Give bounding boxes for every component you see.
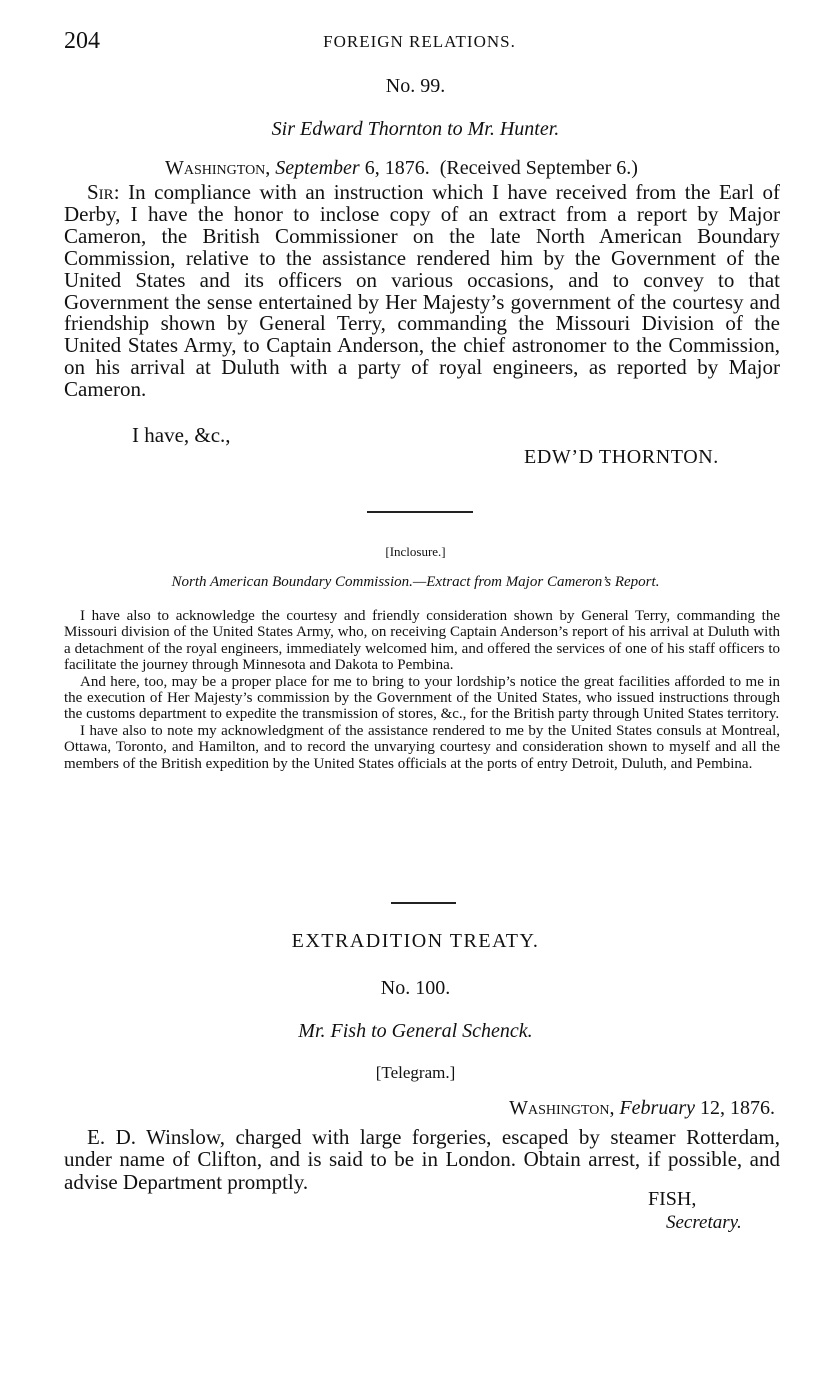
letter-title: Sir Edward Thornton to Mr. Hunter. bbox=[271, 118, 560, 140]
inclosure-label: [Inclosure.] bbox=[385, 544, 446, 559]
running-head: FOREIGN RELATIONS. bbox=[323, 32, 516, 51]
dateline-month: September bbox=[275, 157, 360, 179]
telegram-signature: FISH, bbox=[648, 1188, 697, 1210]
telegram-signature-title: Secretary. bbox=[666, 1212, 742, 1233]
dateline-rest: 12, 1876. bbox=[695, 1097, 775, 1119]
telegram-text: E. D. Winslow, charged with large forgeries, escaped by steamer Rotterdam, under name of Clifton, and is said to be in London. Obtain arrest, if possible, and advise Department promptly. bbox=[64, 1125, 780, 1194]
letter-body bbox=[64, 182, 780, 401]
divider bbox=[367, 511, 473, 513]
letter-text: : In compliance with an instruction which I have received from the Earl of Derby, I have the honor to inclose copy of an extract from a report by Major Cameron, the British Commissioner on the late North American Boundary Commission, relative to the assistance rendered him by the Government of the United States and its officers on various occasions, and to convey to that Government the sense entertained by Her Majesty’s government of the courtesy and friendship shown by General Terry, commanding the Missouri Division of the United States Army, to Captain Anderson, the chief astronomer to the Commission, on his arrival at Duluth with a party of royal engineers, as reported by Major Cameron. bbox=[64, 180, 780, 402]
dateline-place: Washington, bbox=[509, 1097, 615, 1119]
dateline-rest: 6, 1876. (Received September 6.) bbox=[359, 157, 638, 179]
telegram-body bbox=[64, 1126, 780, 1193]
telegram-note: [Telegram.] bbox=[375, 1063, 456, 1082]
letter-signature: EDW’D THORNTON. bbox=[524, 446, 719, 468]
divider bbox=[391, 902, 456, 904]
inclosure-body bbox=[64, 608, 780, 772]
section-title: EXTRADITION TREATY. bbox=[291, 930, 540, 952]
letter-closing: I have, &c., bbox=[132, 423, 231, 447]
dateline-month: February bbox=[619, 1097, 695, 1119]
inclosure-paragraph: And here, too, may be a proper place for me to bring to your lordship’s notice the great facilities afforded to me in the execution of Her Majesty’s commission by the Government of the United States, who issued instructions through the customs department to expedite the transmission of stores, &c., for the British party through United States territory. bbox=[64, 673, 780, 723]
section-number: No. 100. bbox=[380, 977, 451, 999]
inclosure-paragraph: I have also to acknowledge the courtesy and friendly consideration shown by General Terry, commanding the Missouri division of the United States Army, who, on receiving Captain Anderson’s report of his arrival at Duluth with a detachment of the royal engineers, immediately welcomed him, and offered the services of one of his staff officers to facilitate the journey through Minnesota and Dakota to Pembina. bbox=[64, 608, 780, 674]
inclosure-paragraph: I have also to note my acknowledgment of the assistance rendered to me by the United States consuls at Montreal, Ottawa, Toronto, and Hamilton, and to record the unvarying courtesy and consideration shown to myself and all the members of the British expedition by the United States officials at the ports of entry Detroit, Duluth, and Pembina. bbox=[64, 722, 780, 772]
inclosure-title: North American Boundary Commission.—Extract from Major Cameron’s Report. bbox=[171, 574, 660, 590]
letter-number: No. 99. bbox=[385, 75, 446, 97]
page-header bbox=[64, 28, 775, 58]
page-number: 204 bbox=[64, 28, 100, 54]
dateline-place: Washington, bbox=[165, 157, 271, 179]
telegram-dateline bbox=[509, 1097, 775, 1120]
letter-dateline bbox=[165, 157, 638, 180]
salutation: Sir bbox=[87, 180, 114, 204]
section-subtitle: Mr. Fish to General Schenck. bbox=[298, 1020, 533, 1042]
